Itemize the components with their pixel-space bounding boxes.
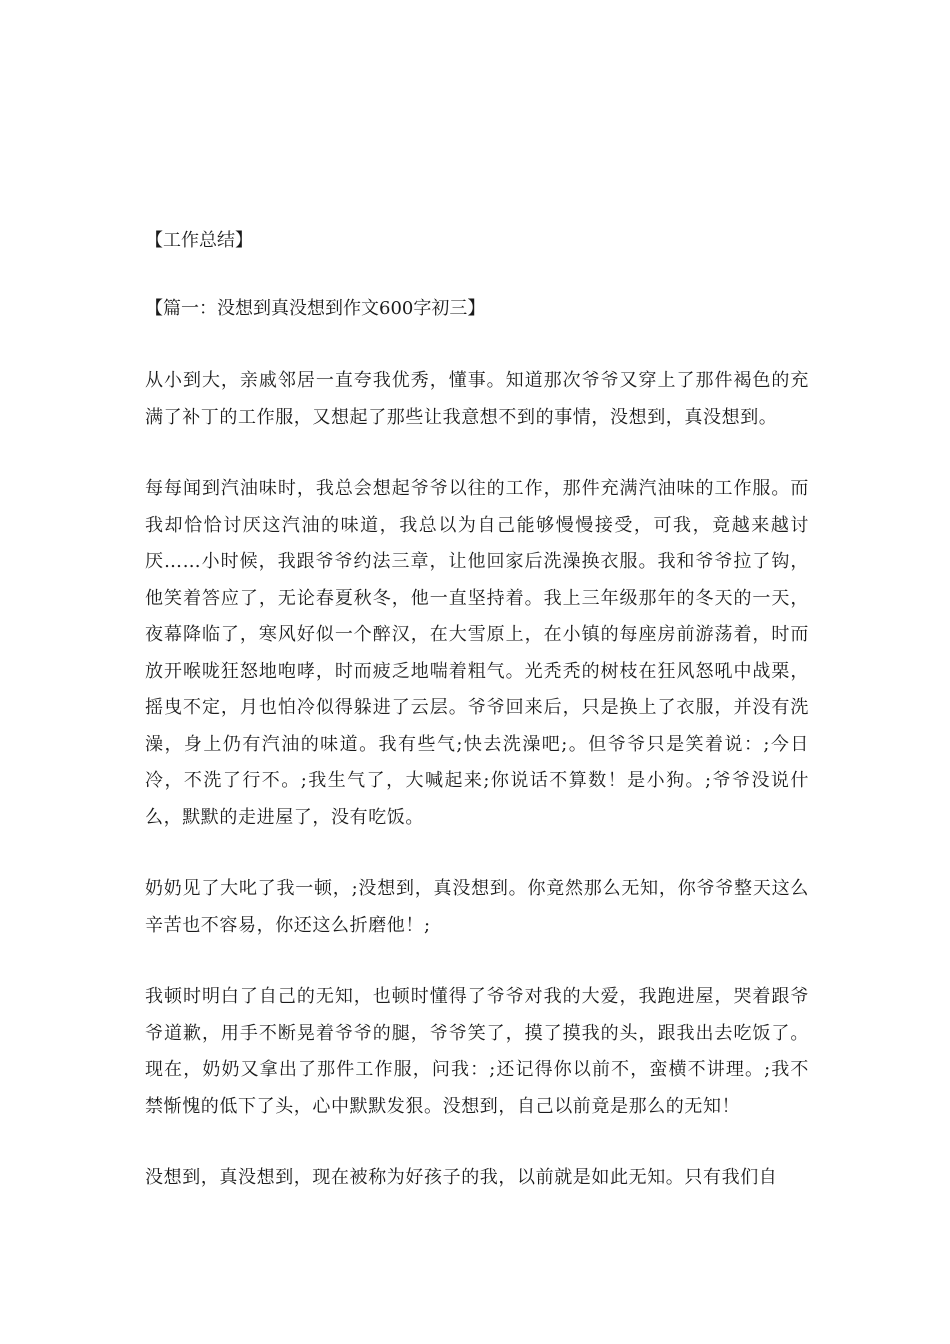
paragraph-4: 我顿时明白了自己的无知，也顿时懂得了爷爷对我的大爱，我跑进屋，哭着跟爷爷道歉，用手不断晃着爷爷的腿，爷爷笑了，摸了摸我的头，跟我出去吃饭了。现在，奶奶又拿出了那件工作服，问我：;还记得你以前不，蛮横不讲理。;我不禁惭愧的低下了头，心中默默发狠。没想到，自己以前竟是那么的无知！ — [145, 986, 809, 1117]
article-title: 【篇一：没想到真没想到作文600字初三】 — [145, 298, 486, 319]
paragraph-1: 从小到大，亲戚邻居一直夸我优秀，懂事。知道那次爷爷又穿上了那件褐色的充满了补丁的工作服，又想起了那些让我意想不到的事情，没想到，真没想到。 — [145, 370, 809, 428]
paragraph-2: 每每闻到汽油味时，我总会想起爷爷以往的工作，那件充满汽油味的工作服。而我却恰恰讨厌这汽油的味道，我总以为自己能够慢慢接受，可我，竟越来越讨厌……小时候，我跟爷爷约法三章，让他回家后洗澡换衣服。我和爷爷拉了钩，他笑着答应了，无论春夏秋冬，他一直坚持着。我上三年级那年的冬天的一天，夜幕降临了，寒风好似一个醉汉，在大雪原上，在小镇的每座房前游荡着，时而放开喉咙狂怒地咆哮，时而疲乏地喘着粗气。光秃秃的树枝在狂风怒吼中战栗，摇曳不定，月也怕冷似得躲进了云层。爷爷回来后，只是换上了衣服，并没有洗澡，身上仍有汽油的味道。我有些气;快去洗澡吧;。但爷爷只是笑着说：;今日冷，不洗了行不。;我生气了，大喊起来;你说话不算数！是小狗。;爷爷没说什么，默默的走进屋了，没有吃饭。 — [145, 478, 809, 828]
document-body — [145, 226, 809, 1232]
section-title: 【工作总结】 — [145, 230, 253, 251]
paragraph-5: 没想到，真没想到，现在被称为好孩子的我，以前就是如此无知。只有我们自 — [145, 1167, 778, 1188]
paragraph-3: 奶奶见了大叱了我一顿，;没想到，真没想到。你竟然那么无知，你爷爷整天这么辛苦也不容易，你还这么折磨他！; — [145, 878, 809, 936]
